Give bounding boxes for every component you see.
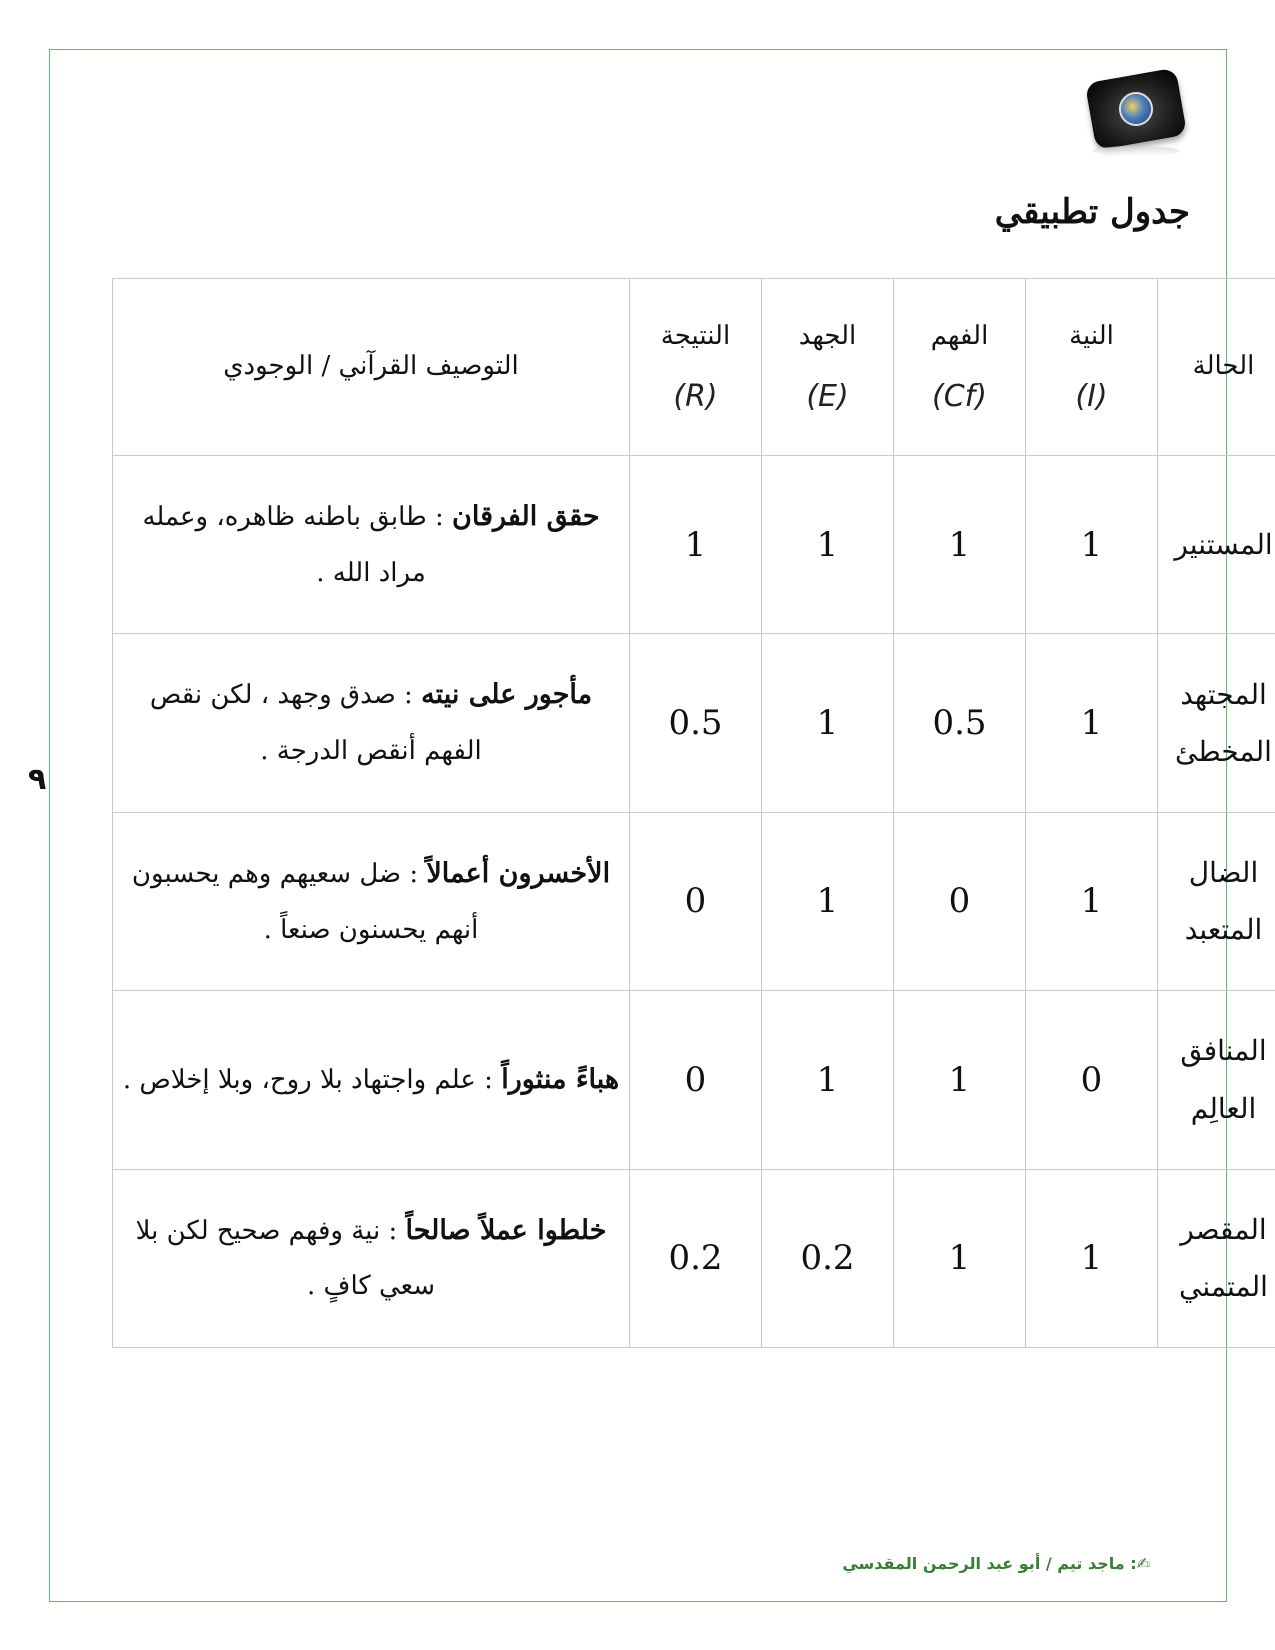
cell-description: مأجور على نيته : صدق وجهد ، لكن نقص الفهم أنقص الدرجة . <box>113 634 630 812</box>
symbol-intent: (I) <box>1075 379 1108 415</box>
application-table <box>112 278 1275 1348</box>
table-header-row <box>113 279 1275 456</box>
header-intent: النية (I) <box>1026 279 1158 456</box>
cell-case: المستنير <box>1158 456 1275 634</box>
cell-effort: 1 <box>762 634 894 812</box>
cell-intent: 1 <box>1026 456 1158 634</box>
cell-case: المنافق العالِم <box>1158 991 1275 1169</box>
header-effort: الجهد (E) <box>762 279 894 456</box>
header-result: النتيجة (R) <box>630 279 762 456</box>
symbol-understanding: (Cf) <box>932 379 987 415</box>
table-row <box>113 991 1275 1169</box>
table-row <box>113 456 1275 634</box>
cell-understanding: 0 <box>894 812 1026 990</box>
cell-intent: 1 <box>1026 1169 1158 1347</box>
table-row <box>113 812 1275 990</box>
cell-effort: 0.2 <box>762 1169 894 1347</box>
cell-understanding: 0.5 <box>894 634 1026 812</box>
cell-effort: 1 <box>762 991 894 1169</box>
cell-intent: 0 <box>1026 991 1158 1169</box>
globe-icon <box>1116 89 1155 128</box>
cell-intent: 1 <box>1026 812 1158 990</box>
cell-effort: 1 <box>762 812 894 990</box>
cell-description: حقق الفرقان : طابق باطنه ظاهره، وعمله مراد الله . <box>113 456 630 634</box>
page-heading: جدول تطبيقي <box>994 192 1190 232</box>
cell-result: 1 <box>630 456 762 634</box>
symbol-result: (R) <box>673 379 718 415</box>
cell-result: 0.5 <box>630 634 762 812</box>
page-number: ٩ <box>28 762 47 797</box>
cell-intent: 1 <box>1026 634 1158 812</box>
cell-understanding: 1 <box>894 1169 1026 1347</box>
cell-effort: 1 <box>762 456 894 634</box>
logo-reflection <box>1092 146 1180 156</box>
header-description: التوصيف القرآني / الوجودي <box>113 279 630 456</box>
cell-case: المقصر المتمني <box>1158 1169 1275 1347</box>
table-row <box>113 1169 1275 1347</box>
cell-result: 0 <box>630 991 762 1169</box>
header-case: الحالة <box>1158 279 1275 456</box>
author-footer: ✍: ماجد تيم / أبو عبد الرحمن المقدسي <box>842 1554 1150 1573</box>
cell-description: هباءً منثوراً : علم واجتهاد بلا روح، وبلا إخلاص . <box>113 991 630 1169</box>
cell-understanding: 1 <box>894 991 1026 1169</box>
cell-understanding: 1 <box>894 456 1026 634</box>
cell-result: 0.2 <box>630 1169 762 1347</box>
header-understanding: الفهم (Cf) <box>894 279 1026 456</box>
cell-case: المجتهد المخطئ <box>1158 634 1275 812</box>
symbol-effort: (E) <box>806 379 849 415</box>
cell-result: 0 <box>630 812 762 990</box>
cell-description: خلطوا عملاً صالحاً : نية وفهم صحيح لكن بلا سعي كافٍ . <box>113 1169 630 1347</box>
cell-case: الضال المتعبد <box>1158 812 1275 990</box>
cell-description: الأخسرون أعمالاً : ضل سعيهم وهم يحسبون أنهم يحسنون صنعاً . <box>113 812 630 990</box>
table-row <box>113 634 1275 812</box>
